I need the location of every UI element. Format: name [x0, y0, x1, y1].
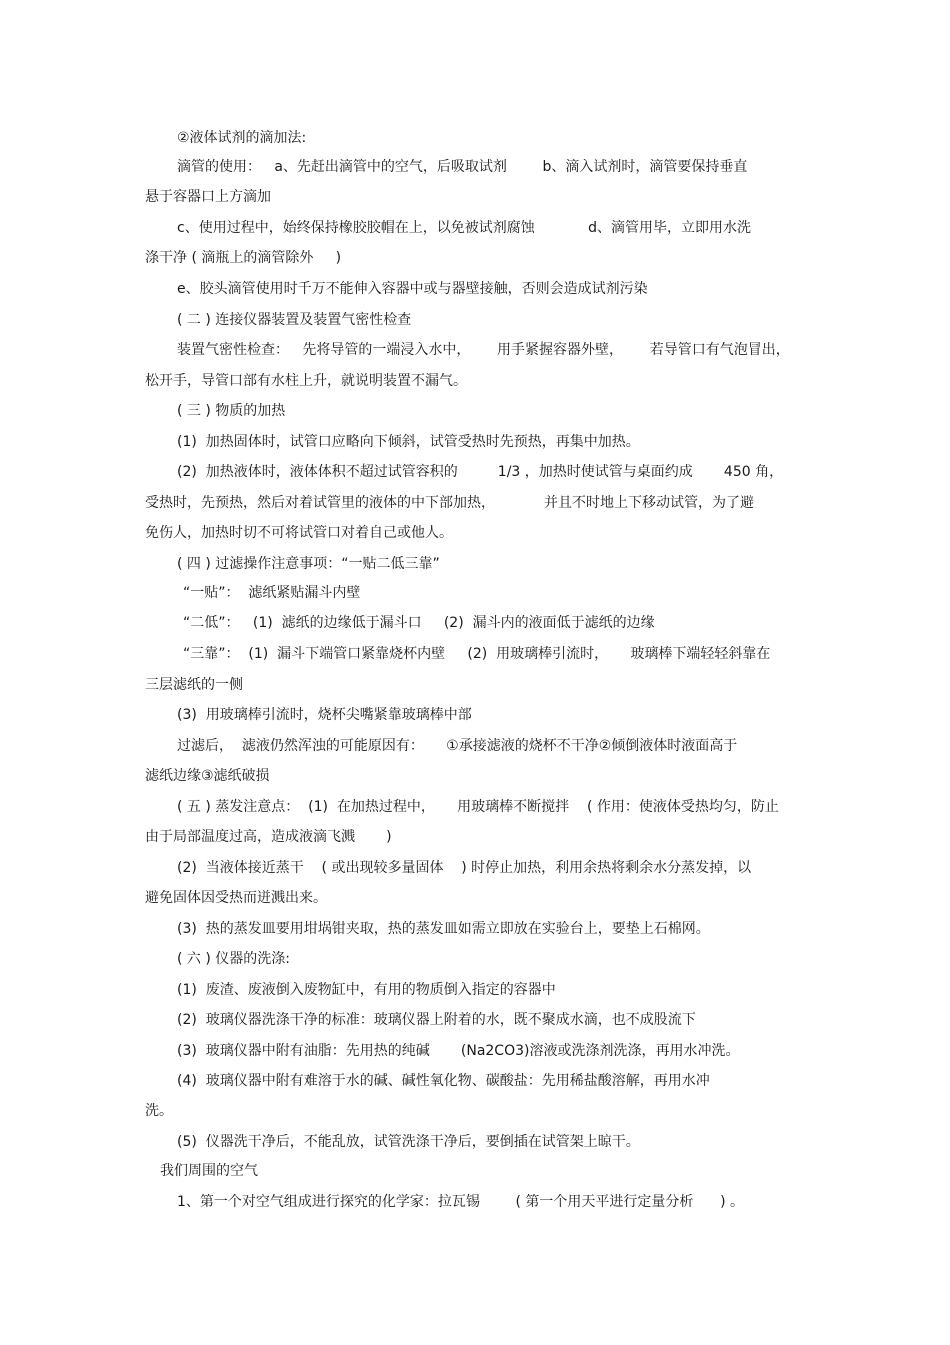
section-heading: ( 二 ) 连接仪器装置及装置气密性检查 — [177, 312, 412, 328]
text-line: (3) 热的蒸发皿要用坩埚钳夹取，热的蒸发皿如需立即放在实验台上，要垫上石棉网。 — [177, 921, 710, 937]
text-line: 洗。 — [145, 1103, 173, 1119]
text-line: c、使用过程中，始终保持橡胶胶帽在上，以免被试剂腐蚀 d、滴管用毕，立即用水洗 — [177, 220, 751, 236]
text-line: 由于局部温度过高，造成液滴飞溅 ) — [145, 829, 392, 845]
text-line: 涤干净 ( 滴瓶上的滴管除外 ) — [145, 250, 342, 266]
text-line: 松开手，导管口部有水柱上升，就说明装置不漏气。 — [145, 373, 467, 389]
text-line: “二低”： (1) 滤纸的边缘低于漏斗口 (2) 漏斗内的液面低于滤纸的边缘 — [183, 615, 655, 631]
section-heading: ( 四 ) 过滤操作注意事项：“一贴二低三靠” — [177, 556, 440, 572]
text-line: (4) 玻璃仪器中附有难溶于水的碱、碱性氧化物、碳酸盐：先用稀盐酸溶解，再用水冲 — [177, 1073, 710, 1089]
section-heading: ( 三 ) 物质的加热 — [177, 403, 286, 419]
text-line: 滴管的使用： a、先赶出滴管中的空气，后吸取试剂 b、滴入试剂时，滴管要保持垂直 — [177, 159, 748, 175]
text-line: “一贴”： 滤纸紧贴漏斗内壁 — [183, 585, 361, 601]
chapter-heading: 我们周围的空气 — [160, 1163, 258, 1179]
text-line: (1) 加热固体时，试管口应略向下倾斜，试管受热时先预热，再集中加热。 — [177, 434, 640, 450]
text-line: 受热时，先预热，然后对着试管里的液体的中下部加热， 并且不时地上下移动试管，为了避 — [145, 495, 754, 511]
text-line: (1) 废渣、废液倒入废物缸中，有用的物质倒入指定的容器中 — [177, 982, 556, 998]
text-line: 过滤后， 滤液仍然浑浊的可能原因有： ①承接滤液的烧杯不干净②倾倒液体时液面高于 — [177, 738, 738, 754]
section-heading: ( 五 ) 蒸发注意点： (1) 在加热过程中， 用玻璃棒不断搅拌 ( 作用：使液体受热均匀，防止 — [177, 799, 779, 815]
text-line: 悬于容器口上方滴加 — [145, 189, 271, 205]
text-line: 1、第一个对空气组成进行探究的化学家：拉瓦锡 ( 第一个用天平进行定量分析 ) 。 — [177, 1194, 745, 1210]
section-heading: ( 六 ) 仪器的洗涤: — [177, 951, 290, 967]
text-line: (5) 仪器洗干净后，不能乱放，试管洗涤干净后，要倒插在试管架上晾干。 — [177, 1134, 640, 1150]
text-line: 避免固体因受热而迸溅出来。 — [145, 890, 327, 906]
text-line: 装置气密性检查： 先将导管的一端浸入水中， 用手紧握容器外壁， 若导管口有气泡冒出， — [177, 342, 790, 358]
text-line: ②液体试剂的滴加法: — [177, 130, 307, 146]
text-line: (2) 玻璃仪器洗涤干净的标准：玻璃仪器上附着的水，既不聚成水滴，也不成股流下 — [177, 1012, 696, 1028]
text-line: e、胶头滴管使用时千万不能伸入容器中或与器壁接触，否则会造成试剂污染 — [177, 281, 648, 297]
text-line: 免伤人，加热时切不可将试管口对着自己或他人。 — [145, 525, 453, 541]
text-line: (3) 用玻璃棒引流时，烧杯尖嘴紧靠玻璃棒中部 — [177, 707, 472, 723]
text-line: 滤纸边缘③滤纸破损 — [145, 768, 270, 784]
text-line: (3) 玻璃仪器中附有油脂：先用热的纯碱 (Na2CO3)溶液或洗涤剂洗涤，再用水冲洗。 — [177, 1043, 740, 1059]
text-line: (2) 加热液体时，液体体积不超过试管容积的 1/3 ，加热时使试管与桌面约成 450 角， — [177, 464, 784, 480]
text-line: “三靠”： (1) 漏斗下端管口紧靠烧杯内壁 (2) 用玻璃棒引流时， 玻璃棒下端轻轻斜靠在 — [183, 646, 771, 662]
text-line: (2) 当液体接近蒸干 ( 或出现较多量固体 ) 时停止加热，利用余热将剩余水分蒸发掉，以 — [177, 860, 752, 876]
text-line: 三层滤纸的一侧 — [145, 677, 243, 693]
